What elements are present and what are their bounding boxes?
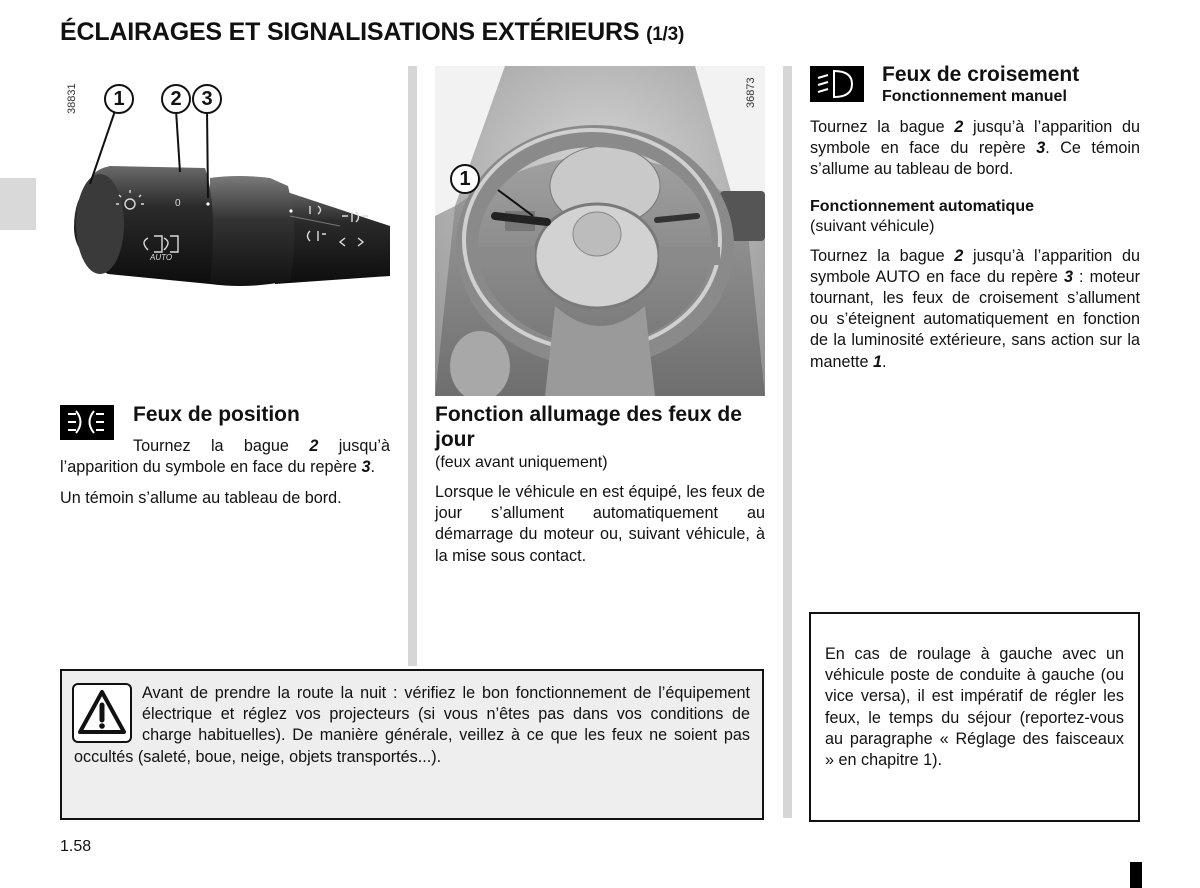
daytime-lights-subtitle: (feux avant uniquement) xyxy=(435,454,608,471)
warning-text: Avant de prendre la route la nuit : vérifiez le bon fonctionnement de l’équipement électrique et réglez vos projecteurs (si vous n’êtes pas dans vos conditions de charge habituelles). De manière générale, veillez à ce que les feux ne soient pas occultés (saleté, boue, neige, objets transportés...). xyxy=(74,684,750,766)
text-run: jusqu’à l’apparition du symbole AUTO en face du repère xyxy=(810,246,1140,286)
dipped-beam-icon xyxy=(810,66,864,102)
ref-ring-2: 2 xyxy=(309,437,319,455)
info-text: En cas de roulage à gauche avec un véhicule poste de conduite à gauche (ou vice versa), il est impératif de régler les feux, le temps du séjour (reportez-vous au paragraphe « Réglage des faisceaux » en chapitre 1). xyxy=(825,645,1124,770)
ref-mark-3: 3 xyxy=(361,458,371,477)
daytime-lights-para: Lorsque le véhicule en est équipé, les feux de jour s’allument automatiquement au démarrage du moteur ou, suivant véhicule, à la mise sous contact. xyxy=(435,483,765,565)
ref-ring-2: 2 xyxy=(954,246,964,265)
warning-box xyxy=(60,669,764,820)
warning-triangle-icon xyxy=(72,683,132,743)
callout-2: 2 xyxy=(161,84,191,114)
position-lights-icon xyxy=(60,405,114,440)
text-run: Tournez la bague xyxy=(810,246,955,265)
auto-mode-subtitle: (suivant véhicule) xyxy=(810,217,935,235)
callout-3: 3 xyxy=(192,84,222,114)
steering-wheel-illustration xyxy=(435,66,765,396)
text-run: Tournez la bague xyxy=(133,437,310,455)
callout-1-wheel: 1 xyxy=(450,164,480,194)
stalk-figure xyxy=(60,66,390,396)
dipped-beam-body xyxy=(810,117,1140,373)
position-lights-para-1 xyxy=(60,436,390,478)
dipped-beam-para-1 xyxy=(810,117,1140,181)
page-title-part: (1/3) xyxy=(646,24,685,45)
column-rule-right xyxy=(783,66,792,818)
figure-ref-left: 38831 xyxy=(66,83,78,114)
dipped-beam-heading: Feux de croisement xyxy=(882,63,1080,86)
info-box xyxy=(809,612,1140,822)
ref-stalk-1: 1 xyxy=(873,352,883,371)
column-rule-left xyxy=(408,66,417,666)
position-lights-para-2: Un témoin s’allume au tableau de bord. xyxy=(60,489,342,508)
dipped-beam-para-2 xyxy=(810,246,1140,373)
page-title xyxy=(60,18,684,47)
position-lights-body xyxy=(60,436,390,510)
text-run: jusqu’à l’apparition du symbole en face du repère xyxy=(810,118,1140,158)
position-lights-heading: Feux de position xyxy=(133,403,300,426)
text-run: jusqu’à l’apparition du symbole en face du repère xyxy=(60,437,390,477)
text-run: . xyxy=(882,352,887,371)
ref-mark-3: 3 xyxy=(1036,139,1046,158)
daytime-lights-heading: Fonction allumage des feux de jour xyxy=(435,403,742,451)
ref-ring-2: 2 xyxy=(954,118,964,136)
daytime-lights-section xyxy=(435,402,765,567)
steering-wheel-figure xyxy=(435,66,765,396)
dipped-beam-subheading: Fonctionnement manuel xyxy=(882,88,1067,105)
text-run: . Ce témoin s’allume au tableau de bord. xyxy=(810,139,1140,179)
callout-1: 1 xyxy=(104,84,134,114)
text-run: . xyxy=(370,458,375,477)
chapter-side-tab xyxy=(0,178,36,230)
figure-ref-middle: 36873 xyxy=(745,77,757,108)
stalk-auto-label: AUTO xyxy=(150,253,173,262)
text-run: Tournez la bague xyxy=(810,118,955,136)
ref-mark-3: 3 xyxy=(1063,267,1073,286)
stalk-zero-label: 0 xyxy=(175,198,181,209)
page-number: 1.58 xyxy=(60,838,92,855)
page-corner-mark xyxy=(1130,862,1142,888)
text-run: : moteur tournant, les feux de croisement s’allument ou s’éteignent automatiquement en fonction de la luminosité extérieure, sans action sur la manette xyxy=(810,267,1140,371)
auto-mode-heading: Fonctionnement automatique xyxy=(810,197,1034,215)
stalk-illustration xyxy=(60,66,390,396)
page-title-main: ÉCLAIRAGES ET SIGNALISATIONS EXTÉRIEURS xyxy=(60,18,640,46)
